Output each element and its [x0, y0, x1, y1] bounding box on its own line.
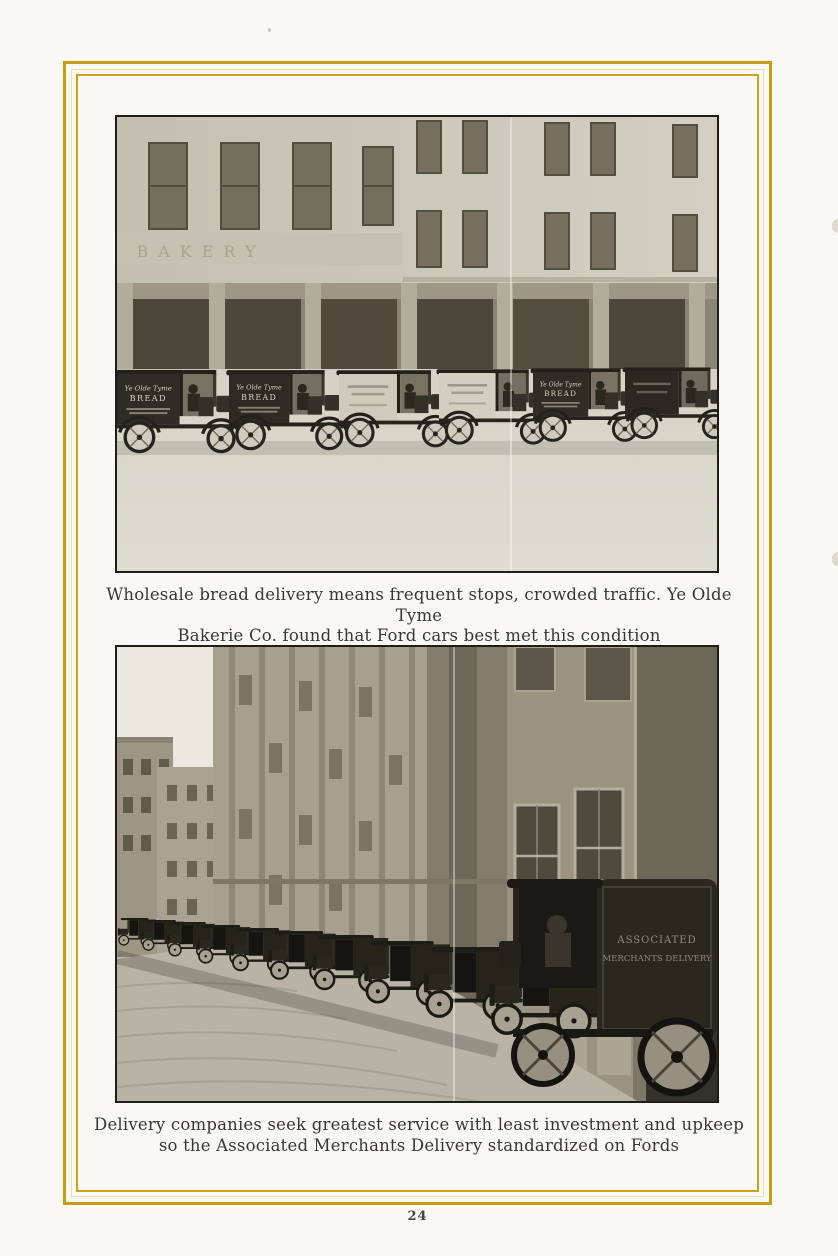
- page-number: 24: [407, 1209, 428, 1224]
- truck-sign-script: Ye Olde Tyme: [236, 383, 282, 392]
- truck-sign-merchants: MERCHANTS DELIVERY: [602, 954, 712, 964]
- photo-merchants-fleet: [115, 645, 719, 1103]
- caption-merchants-line2: so the Associated Merchants Delivery standardized on Fords: [158, 1135, 680, 1155]
- cornice: [403, 277, 717, 282]
- truck-sign-bread: BREAD: [544, 389, 578, 398]
- truck-sign-bread: BREAD: [241, 393, 278, 403]
- page-edge-mark: [832, 219, 838, 233]
- truck-sign-associated: ASSOCIATED: [617, 935, 697, 946]
- truck-sign-bread: BREAD: [129, 393, 167, 404]
- scan-crease: [453, 647, 455, 1101]
- storefront: [117, 283, 717, 375]
- caption-bakery: [85, 585, 753, 647]
- bakery-building: [117, 117, 717, 377]
- caption-bakery-line1: Wholesale bread delivery means frequent stops, crowded traffic. Ye Olde Tyme: [106, 585, 732, 625]
- truck-sign-script: Ye Olde Tyme: [539, 381, 582, 389]
- page-edge-mark: [832, 552, 838, 566]
- bakery-sign-text: BAKERY: [136, 242, 266, 261]
- caption-bakery-line2: Bakerie Co. found that Ford cars best met this condition: [177, 626, 661, 646]
- caption-merchants-line1: Delivery companies seek greatest service with least investment and upkeep: [94, 1115, 744, 1134]
- scan-speck: [268, 28, 271, 32]
- bakery-photo-scene: [117, 117, 717, 571]
- merchants-photo-scene: [117, 647, 717, 1101]
- truck-sign-script: Ye Olde Tyme: [124, 384, 172, 393]
- caption-merchants: [85, 1115, 753, 1156]
- scan-crease: [510, 117, 512, 571]
- photo-bakery-fleet: [115, 115, 719, 573]
